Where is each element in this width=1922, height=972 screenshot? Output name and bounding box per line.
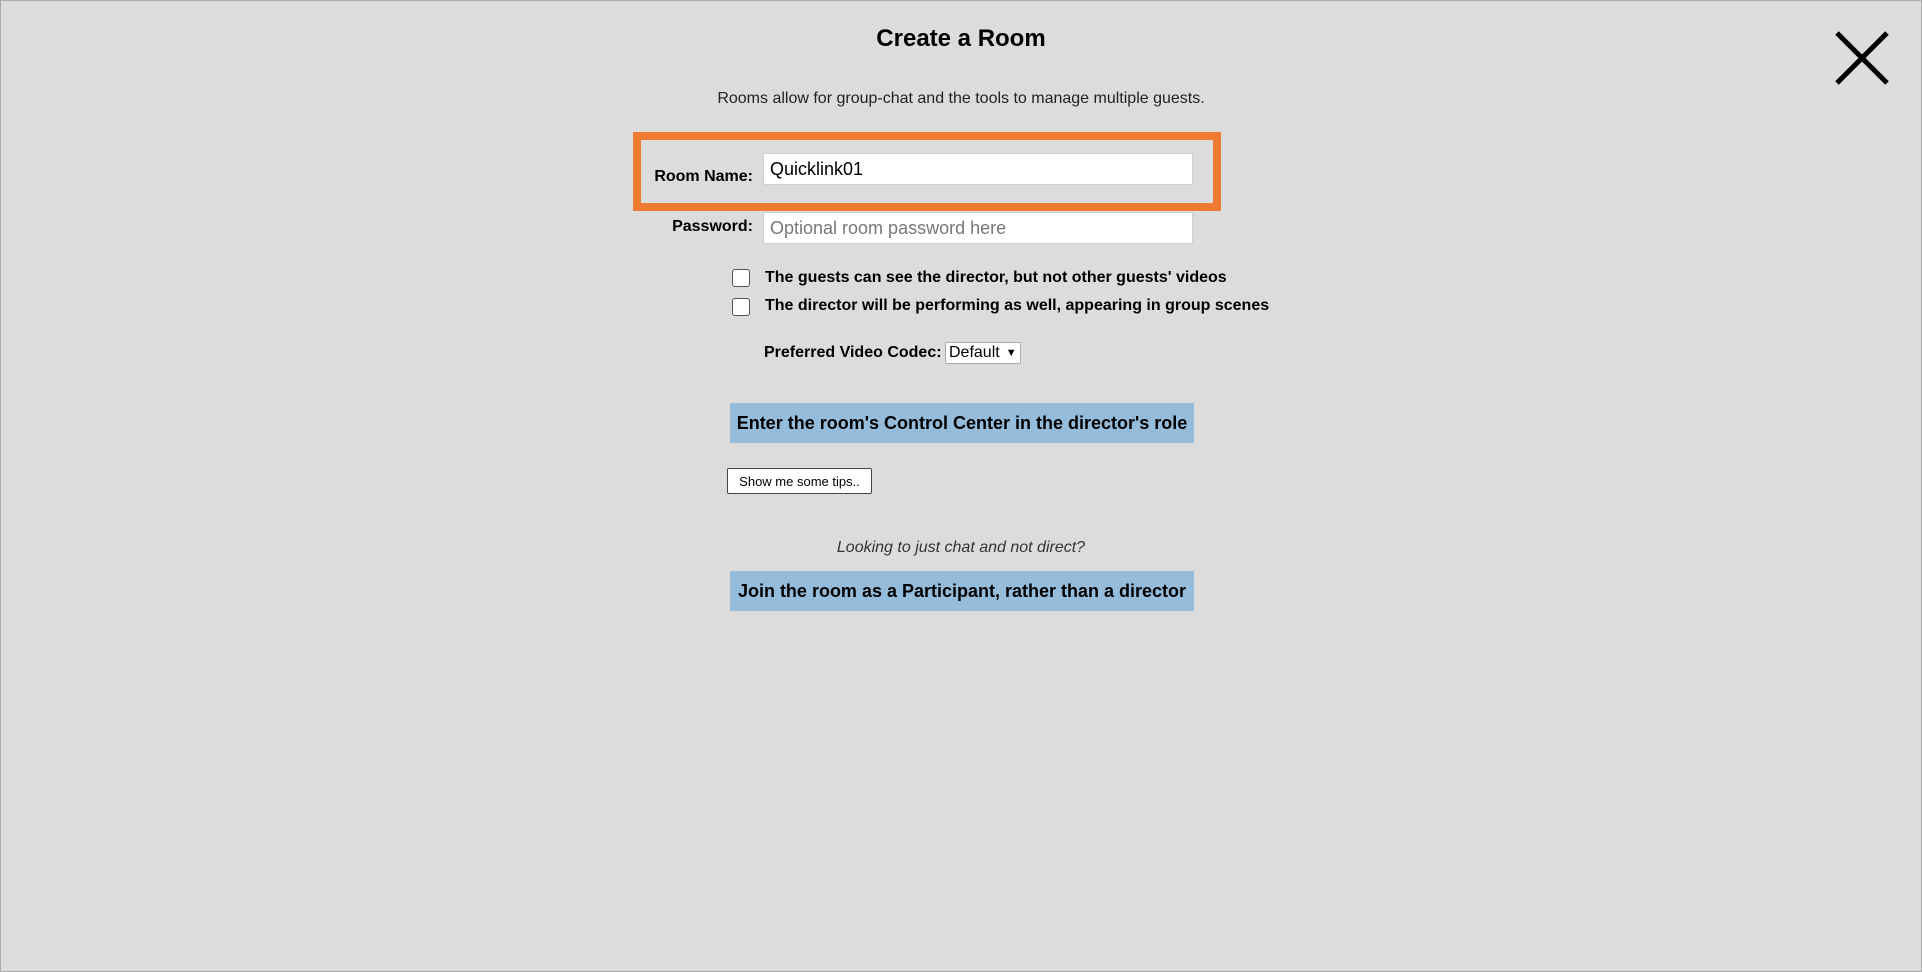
codec-selected-value: Default <box>949 344 1000 361</box>
close-icon[interactable] <box>1833 29 1891 87</box>
show-tips-button[interactable]: Show me some tips.. <box>727 468 872 494</box>
guests-see-director-checkbox[interactable] <box>732 269 750 287</box>
join-as-participant-button[interactable]: Join the room as a Participant, rather than a director <box>730 571 1194 611</box>
guests-see-director-label: The guests can see the director, but not other guests' videos <box>765 269 1227 286</box>
codec-label: Preferred Video Codec: <box>764 344 942 361</box>
dialog-description: Rooms allow for group-chat and the tools to manage multiple guests. <box>717 90 1205 107</box>
enter-control-center-button[interactable]: Enter the room's Control Center in the director's role <box>730 403 1194 443</box>
password-label: Password: <box>672 218 753 235</box>
room-name-input[interactable] <box>763 153 1193 185</box>
codec-select[interactable] <box>945 342 1021 364</box>
chat-hint-text: Looking to just chat and not direct? <box>836 539 1086 556</box>
room-name-label: Room Name: <box>654 168 753 185</box>
page-title: Create a Room <box>876 25 1046 52</box>
director-performing-label: The director will be performing as well, appearing in group scenes <box>765 297 1270 314</box>
director-performing-checkbox[interactable] <box>732 298 750 316</box>
chevron-down-icon: ▼ <box>1005 347 1017 359</box>
password-input[interactable] <box>763 212 1193 244</box>
